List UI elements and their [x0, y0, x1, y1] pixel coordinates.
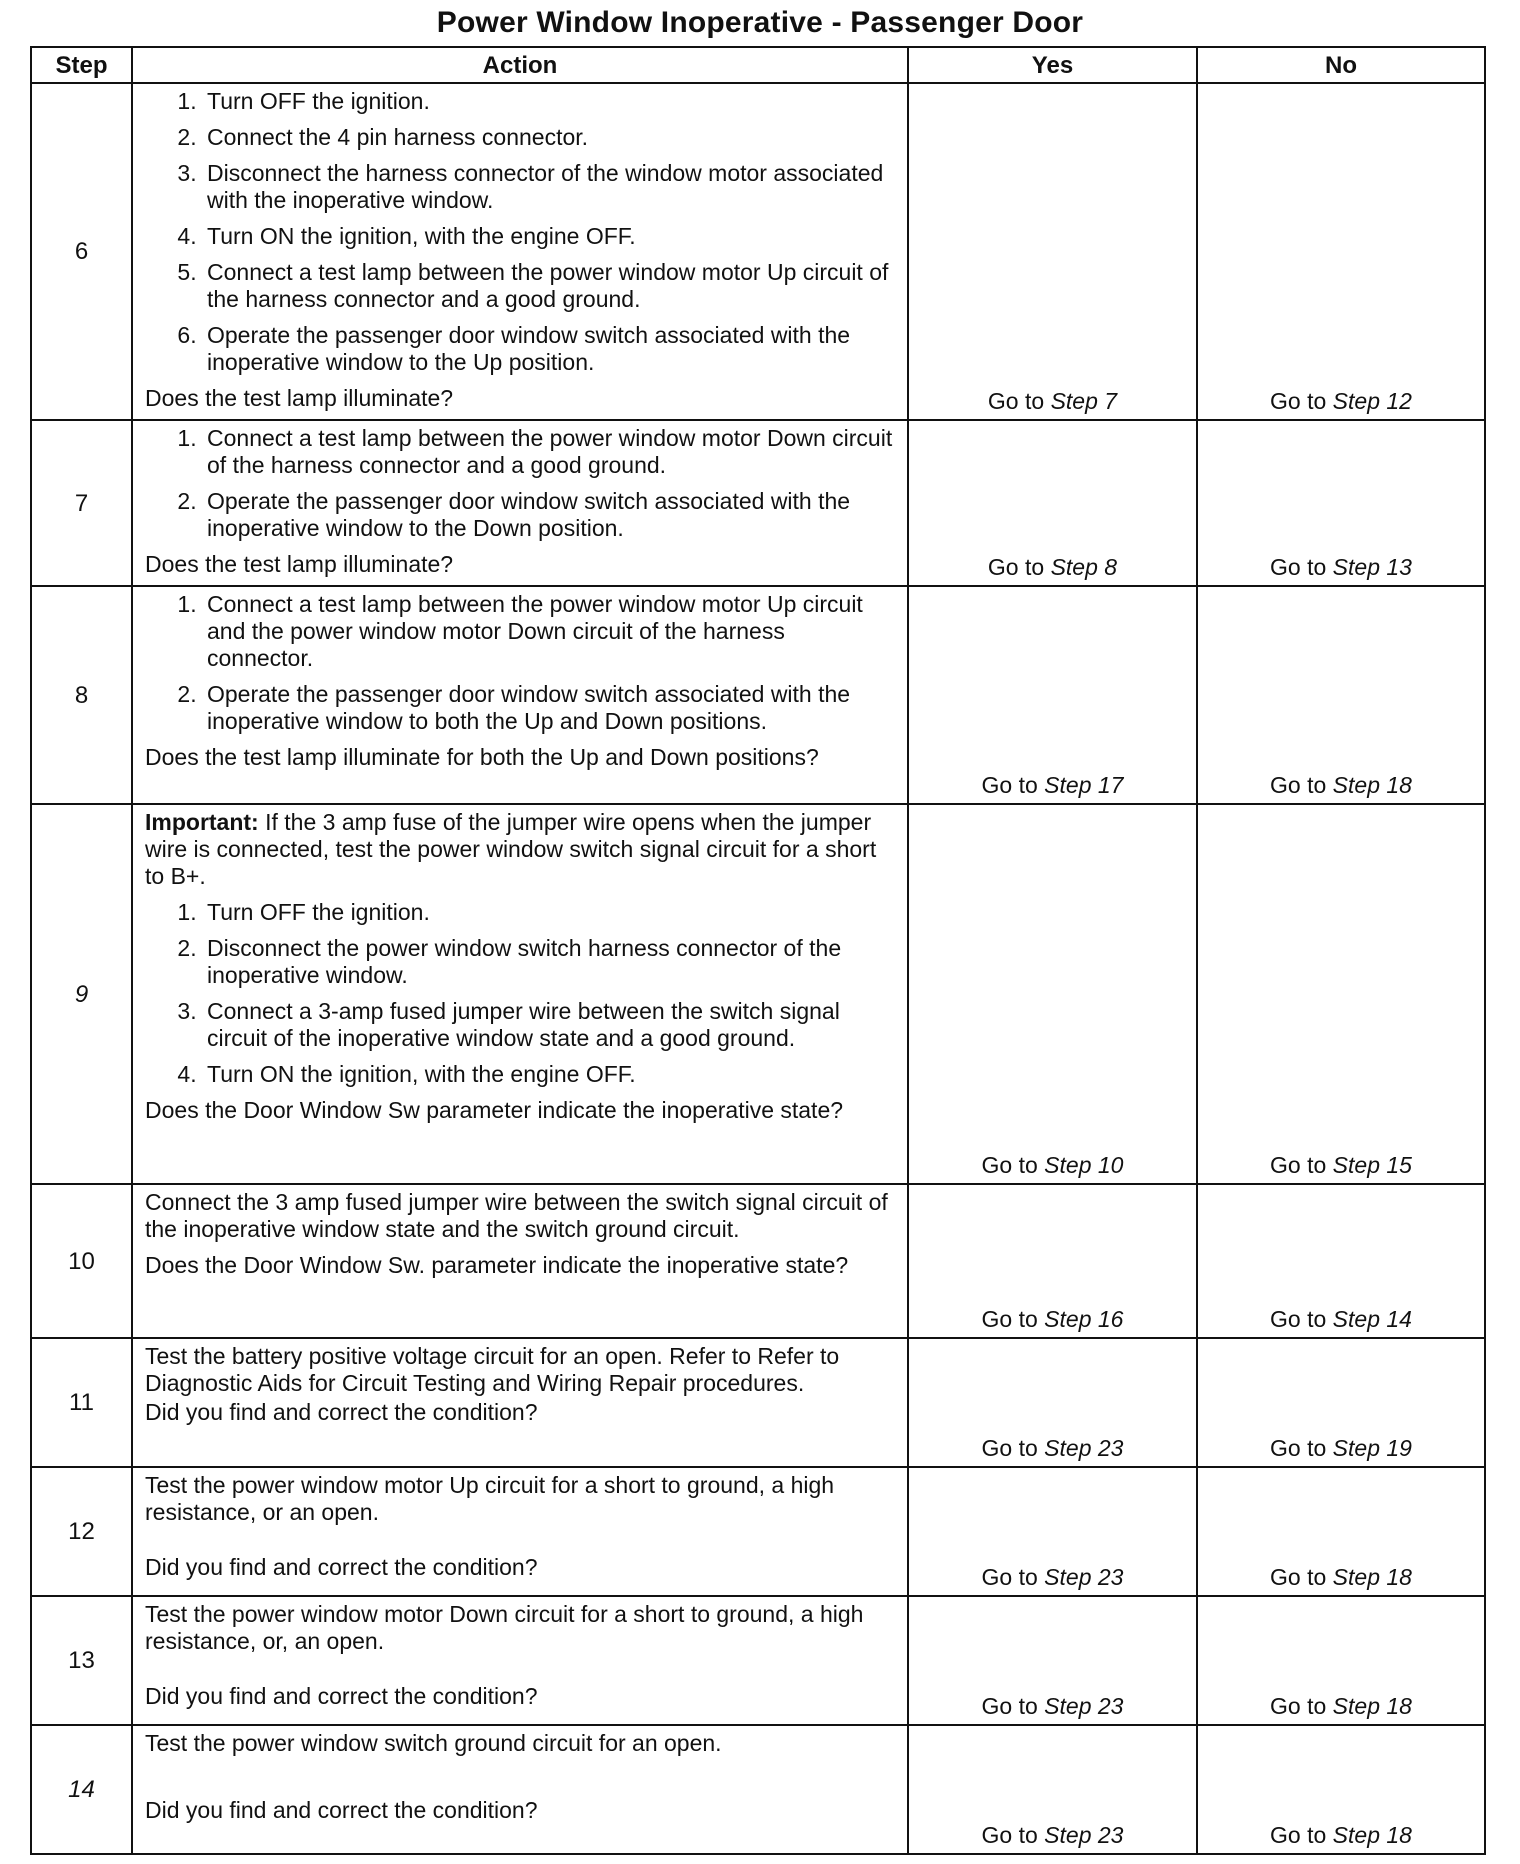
table-row [31, 83, 1485, 420]
yes-cell [908, 804, 1197, 1184]
yes-cell [908, 586, 1197, 804]
yes-target: Step 8 [1050, 554, 1118, 580]
table-row [31, 420, 1485, 586]
table-row [31, 1338, 1485, 1467]
yes-cell [908, 1725, 1197, 1854]
list-item: 3. Connect a 3-amp fused jumper wire between the switch signal circuit of the inoperative window state and a good ground. [203, 998, 897, 1052]
header-action: Action [132, 47, 908, 83]
yes-goto: Go to Step 23 [981, 1822, 1124, 1848]
step-number: 8 [31, 586, 132, 804]
diagnostic-table [30, 46, 1486, 1855]
step-number: 14 [31, 1725, 132, 1854]
no-goto: Go to Step 18 [1270, 1564, 1412, 1590]
action-text: Connect the 3 amp fused jumper wire between the switch signal circuit of the inoperative window state and the switch ground circuit. [145, 1189, 888, 1242]
action-cell [132, 1338, 908, 1467]
header-row [31, 47, 1485, 83]
important-note [145, 809, 897, 890]
header-no: No [1197, 47, 1485, 83]
list-item: 2. Connect the 4 pin harness connector. [203, 124, 897, 151]
yes-target: Step 23 [1044, 1564, 1124, 1590]
no-target: Step 12 [1332, 388, 1412, 414]
important-label: Important: [145, 809, 259, 835]
list-item: 5. Connect a test lamp between the power window motor Up circuit of the harness connector and a good ground. [203, 259, 897, 313]
action-cell [132, 420, 908, 586]
yes-target: Step 23 [1044, 1693, 1124, 1719]
no-cell [1197, 1467, 1485, 1596]
question-text: Did you find and correct the condition? [145, 1683, 538, 1709]
action-text: Test the battery positive voltage circuit for an open. Refer to Refer to Diagnostic Aids for Circuit Testing and Wiring Repair procedures. [145, 1343, 840, 1396]
action-cell [132, 804, 908, 1184]
no-cell [1197, 586, 1485, 804]
no-cell [1197, 1184, 1485, 1338]
no-goto: Go to Step 19 [1270, 1435, 1412, 1461]
list-item: 3. Disconnect the harness connector of the window motor associated with the inoperative window. [203, 160, 897, 214]
yes-goto: Go to Step 23 [981, 1693, 1124, 1719]
no-goto: Go to Step 18 [1270, 1822, 1412, 1848]
table-row [31, 1184, 1485, 1338]
action-cell [132, 1596, 908, 1725]
list-item: 2. Disconnect the power window switch harness connector of the inoperative window. [203, 935, 897, 989]
yes-target: Step 10 [1044, 1152, 1124, 1178]
no-cell [1197, 1725, 1485, 1854]
question-text: Did you find and correct the condition? [145, 1797, 538, 1823]
table-row [31, 804, 1485, 1184]
yes-goto: Go to Step 23 [981, 1435, 1124, 1461]
no-goto: Go to Step 18 [1270, 1693, 1412, 1719]
no-goto: Go to Step 18 [1270, 772, 1412, 798]
yes-cell [908, 83, 1197, 420]
action-list [145, 425, 897, 542]
action-text: Test the power window motor Up circuit for a short to ground, a high resistance, or an open. [145, 1472, 835, 1525]
question-text: Does the Door Window Sw. parameter indicate the inoperative state? [145, 1252, 849, 1278]
yes-goto: Go to Step 10 [981, 1152, 1124, 1178]
action-list [145, 88, 897, 376]
no-goto: Go to Step 15 [1270, 1152, 1412, 1178]
action-cell [132, 83, 908, 420]
no-goto: Go to Step 14 [1270, 1306, 1412, 1332]
no-target: Step 18 [1332, 1564, 1412, 1590]
no-target: Step 14 [1332, 1306, 1412, 1332]
question-text: Does the test lamp illuminate? [145, 551, 454, 577]
step-number: 7 [31, 420, 132, 586]
no-cell [1197, 804, 1485, 1184]
table-row [31, 586, 1485, 804]
table-row [31, 1596, 1485, 1725]
yes-target: Step 16 [1044, 1306, 1124, 1332]
no-goto: Go to Step 12 [1270, 388, 1412, 414]
list-item: 1. Connect a test lamp between the power window motor Down circuit of the harness connector and a good ground. [203, 425, 897, 479]
page-title: Power Window Inoperative - Passenger Door [436, 6, 1084, 39]
yes-goto: Go to Step 23 [981, 1564, 1124, 1590]
question-text: Does the test lamp illuminate for both the Up and Down positions? [145, 744, 819, 770]
no-cell [1197, 1338, 1485, 1467]
step-number: 10 [31, 1184, 132, 1338]
step-number: 13 [31, 1596, 132, 1725]
header-yes: Yes [908, 47, 1197, 83]
question-text: Did you find and correct the condition? [145, 1554, 538, 1580]
table-row [31, 1725, 1485, 1854]
step-number: 12 [31, 1467, 132, 1596]
question-text: Does the test lamp illuminate? [145, 385, 454, 411]
no-target: Step 18 [1332, 772, 1412, 798]
no-goto: Go to Step 13 [1270, 554, 1412, 580]
yes-goto: Go to Step 8 [987, 554, 1118, 580]
yes-cell [908, 1184, 1197, 1338]
yes-target: Step 7 [1050, 388, 1118, 414]
yes-goto: Go to Step 7 [987, 388, 1118, 414]
no-cell [1197, 420, 1485, 586]
yes-target: Step 17 [1044, 772, 1124, 798]
question-text: Did you find and correct the condition? [145, 1399, 538, 1425]
list-item: 1. Connect a test lamp between the power window motor Up circuit and the power window motor Down circuit of the harness connector. [203, 591, 897, 672]
action-cell [132, 586, 908, 804]
list-item: 2. Operate the passenger door window switch associated with the inoperative window to both the Up and Down positions. [203, 681, 897, 735]
yes-cell [908, 1467, 1197, 1596]
question-text: Does the Door Window Sw parameter indicate the inoperative state? [145, 1097, 844, 1123]
no-target: Step 18 [1332, 1693, 1412, 1719]
yes-cell [908, 1338, 1197, 1467]
action-text: Test the power window motor Down circuit for a short to ground, a high resistance, or, an open. [145, 1601, 864, 1654]
no-target: Step 18 [1332, 1822, 1412, 1848]
table-row [31, 1467, 1485, 1596]
list-item: 2. Operate the passenger door window switch associated with the inoperative window to the Down position. [203, 488, 897, 542]
no-cell [1197, 83, 1485, 420]
action-cell [132, 1184, 908, 1338]
action-cell [132, 1467, 908, 1596]
step-number: 11 [31, 1338, 132, 1467]
list-item: 6. Operate the passenger door window switch associated with the inoperative window to the Up position. [203, 322, 897, 376]
step-number: 9 [31, 804, 132, 1184]
list-item: 4. Turn ON the ignition, with the engine OFF. [203, 223, 897, 250]
yes-cell [908, 420, 1197, 586]
no-target: Step 15 [1332, 1152, 1412, 1178]
yes-target: Step 23 [1044, 1435, 1124, 1461]
action-cell [132, 1725, 908, 1854]
action-text: Test the power window switch ground circuit for an open. [145, 1730, 722, 1756]
yes-goto: Go to Step 16 [981, 1306, 1124, 1332]
list-item: 4. Turn ON the ignition, with the engine OFF. [203, 1061, 897, 1088]
list-item: 1. Turn OFF the ignition. [203, 88, 897, 115]
action-list [145, 591, 897, 735]
list-item: 1. Turn OFF the ignition. [203, 899, 897, 926]
important-text: If the 3 amp fuse of the jumper wire opens when the jumper wire is connected, test the power window switch signal circuit for a short to B+. [145, 809, 877, 889]
yes-target: Step 23 [1044, 1822, 1124, 1848]
yes-goto: Go to Step 17 [981, 772, 1124, 798]
action-list [145, 899, 897, 1088]
no-target: Step 19 [1332, 1435, 1412, 1461]
step-number: 6 [31, 83, 132, 420]
yes-cell [908, 1596, 1197, 1725]
no-cell [1197, 1596, 1485, 1725]
header-step: Step [31, 47, 132, 83]
no-target: Step 13 [1332, 554, 1412, 580]
